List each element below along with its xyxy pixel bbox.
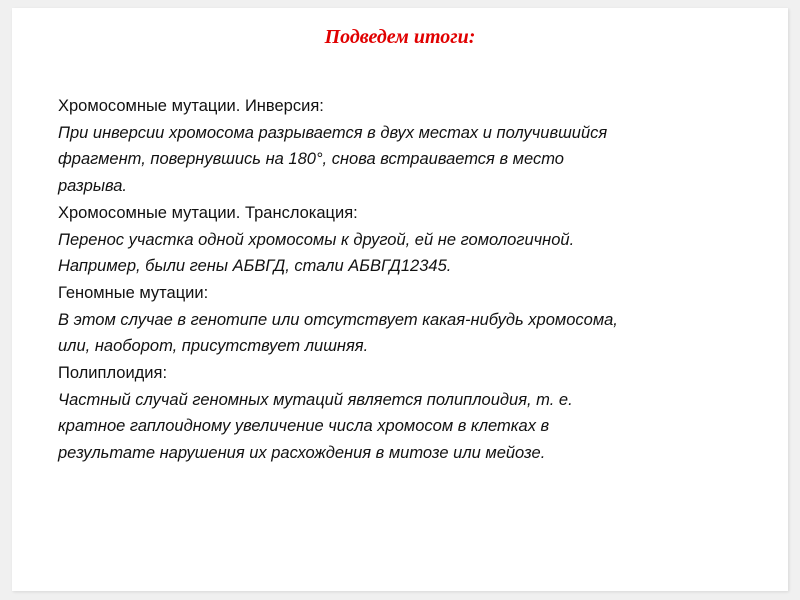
genomic-text-line-1: В этом случае в генотипе или отсутствует какая-нибудь хромосома, — [58, 310, 618, 329]
translocation-text-line-2: Например, были гены АБВГД, стали АБВГД12345. — [58, 257, 452, 276]
section-heading-polyploidy: Полиплоидия: — [58, 364, 168, 383]
polyploidy-text-line-1: Частный случай геномных мутаций является полиплоидия, т. е. — [58, 390, 573, 409]
slide-title: Подведем итоги: — [324, 26, 476, 48]
section-heading-genomic: Геномные мутации: — [58, 283, 209, 302]
inversion-text-line-2: фрагмент, повернувшись на 180°, снова встраивается в место — [58, 150, 564, 169]
inversion-text-line-3: разрыва. — [58, 177, 127, 196]
polyploidy-text-line-2: кратное гаплоидному увеличение числа хромосом в клетках в — [58, 417, 550, 436]
section-heading-translocation: Хромосомные мутации. Транслокация: — [58, 203, 358, 222]
slide-body — [58, 93, 778, 467]
inversion-text-line-1: При инверсии хромосома разрывается в двух местах и получившийся — [58, 123, 608, 142]
genomic-text-line-2: или, наоборот, присутствует лишняя. — [58, 337, 369, 356]
polyploidy-text-line-3: результате нарушения их расхождения в митозе или мейозе. — [58, 444, 546, 463]
translocation-text-line-1: Перенос участка одной хромосомы к другой, ей не гомологичной. — [58, 230, 575, 249]
section-heading-inversion: Хромосомные мутации. Инверсия: — [58, 97, 324, 115]
